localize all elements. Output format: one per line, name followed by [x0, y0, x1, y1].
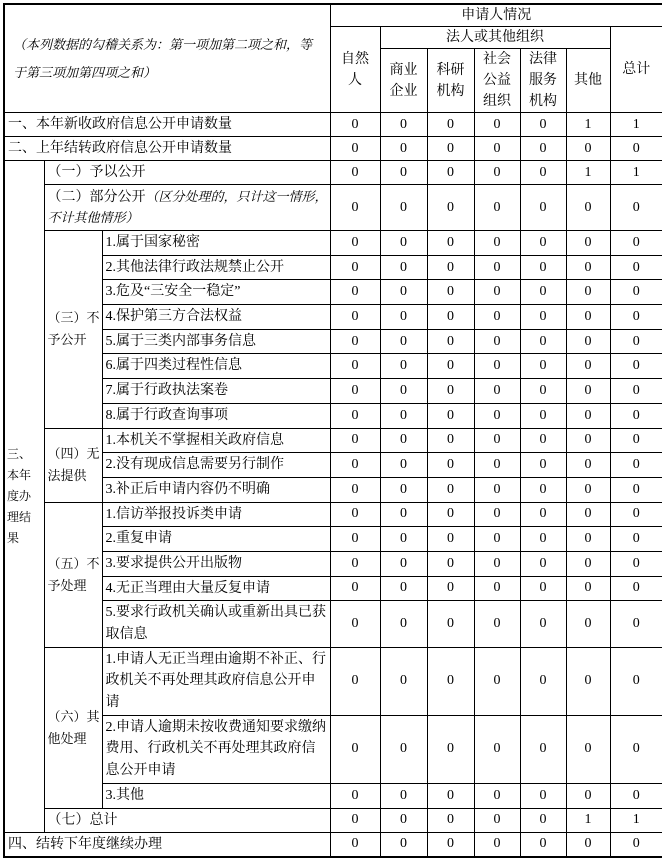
- value-cell: 0: [520, 477, 566, 502]
- value-cell: 0: [474, 305, 520, 330]
- value-cell: 0: [474, 502, 520, 527]
- partial-label-note: （区分处理的，只计这一情形，不计其他情形）: [47, 188, 328, 225]
- value-cell: 0: [427, 647, 474, 715]
- value-cell: 0: [520, 185, 566, 231]
- table-row: [4, 832, 662, 857]
- value-cell: 0: [427, 161, 474, 185]
- value-cell: 0: [520, 551, 566, 576]
- value-cell: 0: [610, 551, 662, 576]
- value-cell: 0: [330, 161, 380, 185]
- value-cell: 0: [566, 783, 610, 808]
- value-cell: 0: [380, 185, 427, 231]
- table-row: [4, 551, 662, 576]
- value-cell: 0: [474, 453, 520, 478]
- value-cell: 0: [427, 502, 474, 527]
- value-cell: 0: [610, 329, 662, 354]
- table-row: [4, 161, 662, 185]
- row-label-refuse-8: 8.属于行政查询事项: [102, 403, 330, 428]
- table-row: [4, 576, 662, 601]
- value-cell: 0: [427, 305, 474, 330]
- value-cell: 0: [380, 502, 427, 527]
- value-cell: 0: [610, 231, 662, 256]
- value-cell: 0: [380, 576, 427, 601]
- row-label-refuse-2: 2.其他法律行政法规禁止公开: [102, 255, 330, 280]
- value-cell: 0: [566, 453, 610, 478]
- value-cell: 0: [474, 231, 520, 256]
- value-cell: 0: [610, 428, 662, 453]
- value-cell: 0: [610, 403, 662, 428]
- table-row: [4, 428, 662, 453]
- value-cell: 0: [427, 185, 474, 231]
- row-label-carryover: 二、上年结转政府信息公开申请数量: [4, 137, 330, 161]
- table-row: [4, 255, 662, 280]
- value-cell: 0: [427, 453, 474, 478]
- value-cell: 0: [427, 280, 474, 305]
- value-cell: 0: [330, 527, 380, 552]
- value-cell: 0: [610, 453, 662, 478]
- value-cell: 0: [474, 379, 520, 404]
- value-cell: 0: [427, 231, 474, 256]
- value-cell: 0: [520, 783, 566, 808]
- value-cell: 0: [566, 502, 610, 527]
- value-cell: 0: [520, 403, 566, 428]
- header-row-1: [4, 4, 662, 27]
- value-cell: 0: [474, 477, 520, 502]
- value-cell: 0: [566, 601, 610, 647]
- value-cell: 1: [566, 808, 610, 832]
- value-cell: 0: [380, 280, 427, 305]
- value-cell: 0: [474, 647, 520, 715]
- value-cell: 0: [330, 137, 380, 161]
- value-cell: 0: [610, 137, 662, 161]
- row-label-refuse-7: 7.属于行政执法案卷: [102, 379, 330, 404]
- section-label-results: 三、本年度办理结果: [4, 161, 44, 833]
- table-row: [4, 403, 662, 428]
- value-cell: 0: [520, 161, 566, 185]
- value-cell: 0: [427, 403, 474, 428]
- value-cell: 0: [610, 576, 662, 601]
- subcol-header-social-welfare: 社会公益组织: [474, 49, 520, 113]
- value-cell: 0: [520, 601, 566, 647]
- value-cell: 0: [520, 527, 566, 552]
- value-cell: 0: [474, 185, 520, 231]
- value-cell: 0: [566, 280, 610, 305]
- row-label-other-1: 1.申请人无正当理由逾期不补正、行政机关不再处理其政府信息公开申请: [102, 647, 330, 715]
- value-cell: 0: [610, 185, 662, 231]
- table-row: [4, 647, 662, 715]
- value-cell: 0: [566, 576, 610, 601]
- table-row: [4, 329, 662, 354]
- table-row: [4, 231, 662, 256]
- row-label-next-year: 四、结转下年度继续办理: [4, 832, 330, 857]
- value-cell: 0: [330, 354, 380, 379]
- value-cell: 0: [330, 280, 380, 305]
- applicant-status-header: 申请人情况: [330, 4, 662, 27]
- value-cell: 0: [520, 113, 566, 137]
- value-cell: 0: [520, 832, 566, 857]
- value-cell: 0: [330, 329, 380, 354]
- value-cell: 0: [474, 808, 520, 832]
- value-cell: 0: [566, 231, 610, 256]
- value-cell: 0: [380, 527, 427, 552]
- value-cell: 0: [330, 502, 380, 527]
- value-cell: 0: [380, 403, 427, 428]
- value-cell: 0: [380, 329, 427, 354]
- table-row: [4, 185, 662, 231]
- subcol-header-legal-service: 法律服务机构: [520, 49, 566, 113]
- value-cell: 1: [610, 808, 662, 832]
- value-cell: 0: [520, 231, 566, 256]
- value-cell: 0: [330, 647, 380, 715]
- value-cell: 0: [474, 280, 520, 305]
- value-cell: 0: [330, 808, 380, 832]
- section-label-reject: （五）不予处理: [44, 502, 102, 647]
- value-cell: 0: [427, 551, 474, 576]
- value-cell: 0: [520, 329, 566, 354]
- row-label-new-requests: 一、本年新收政府信息公开申请数量: [4, 113, 330, 137]
- table-row: [4, 502, 662, 527]
- value-cell: 0: [427, 354, 474, 379]
- value-cell: 0: [474, 527, 520, 552]
- value-cell: 0: [427, 477, 474, 502]
- value-cell: 0: [474, 403, 520, 428]
- value-cell: 0: [330, 453, 380, 478]
- value-cell: 0: [427, 329, 474, 354]
- table-row: [4, 715, 662, 783]
- value-cell: 0: [566, 551, 610, 576]
- row-label-subtotal: （七）总计: [44, 808, 330, 832]
- value-cell: 0: [566, 354, 610, 379]
- value-cell: 0: [610, 354, 662, 379]
- value-cell: 0: [427, 255, 474, 280]
- value-cell: 0: [520, 502, 566, 527]
- row-label-unable-2: 2.没有现成信息需要另行制作: [102, 453, 330, 478]
- disclosure-requests-table: [3, 3, 662, 858]
- value-cell: 0: [520, 647, 566, 715]
- value-cell: 0: [427, 601, 474, 647]
- value-cell: 0: [474, 354, 520, 379]
- value-cell: 0: [427, 808, 474, 832]
- value-cell: 0: [380, 808, 427, 832]
- table-row: [4, 137, 662, 161]
- value-cell: 0: [520, 354, 566, 379]
- value-cell: 0: [610, 305, 662, 330]
- value-cell: 0: [566, 832, 610, 857]
- partial-label-main: （二）部分公开: [47, 189, 146, 205]
- value-cell: 0: [380, 601, 427, 647]
- row-label-reject-2: 2.重复申请: [102, 527, 330, 552]
- value-cell: 0: [330, 113, 380, 137]
- value-cell: 0: [520, 379, 566, 404]
- value-cell: 0: [380, 255, 427, 280]
- value-cell: 0: [610, 647, 662, 715]
- value-cell: 0: [520, 137, 566, 161]
- value-cell: 0: [427, 379, 474, 404]
- value-cell: 0: [380, 715, 427, 783]
- row-label-reject-5: 5.要求行政机关确认或重新出具已获取信息: [102, 601, 330, 647]
- section-label-other: （六）其他处理: [44, 647, 102, 808]
- value-cell: 0: [380, 453, 427, 478]
- value-cell: 0: [566, 428, 610, 453]
- value-cell: 0: [610, 783, 662, 808]
- value-cell: 0: [330, 783, 380, 808]
- row-label-refuse-4: 4.保护第三方合法权益: [102, 305, 330, 330]
- value-cell: 0: [566, 379, 610, 404]
- value-cell: 0: [427, 527, 474, 552]
- value-cell: 0: [380, 354, 427, 379]
- value-cell: 0: [330, 477, 380, 502]
- table-row: [4, 354, 662, 379]
- total-header: 总计: [610, 27, 662, 113]
- row-label-reject-1: 1.信访举报投诉类申请: [102, 502, 330, 527]
- value-cell: 0: [330, 231, 380, 256]
- value-cell: 0: [474, 329, 520, 354]
- value-cell: 0: [330, 255, 380, 280]
- row-label-other-2: 2.申请人逾期未按收费通知要求缴纳费用、行政机关不再处理其政府信息公开申请: [102, 715, 330, 783]
- value-cell: 0: [520, 305, 566, 330]
- value-cell: 0: [380, 379, 427, 404]
- legal-org-group-header: 法人或其他组织: [380, 27, 610, 49]
- table-row: [4, 305, 662, 330]
- row-label-reject-4: 4.无正当理由大量反复申请: [102, 576, 330, 601]
- value-cell: 0: [380, 551, 427, 576]
- value-cell: 0: [380, 428, 427, 453]
- value-cell: 0: [380, 477, 427, 502]
- value-cell: 0: [330, 379, 380, 404]
- value-cell: 0: [330, 576, 380, 601]
- value-cell: 0: [566, 305, 610, 330]
- value-cell: 0: [474, 551, 520, 576]
- value-cell: 0: [520, 280, 566, 305]
- row-label-refuse-3: 3.危及“三安全一稳定”: [102, 280, 330, 305]
- section-label-unable: （四）无法提供: [44, 428, 102, 502]
- value-cell: 0: [566, 185, 610, 231]
- cross-check-note: （本列数据的勾稽关系为：第一项加第二项之和，等于第三项加第四项之和）: [4, 4, 330, 113]
- table-row: [4, 477, 662, 502]
- value-cell: 0: [330, 715, 380, 783]
- value-cell: 0: [566, 477, 610, 502]
- row-label-unable-3: 3.补正后申请内容仍不明确: [102, 477, 330, 502]
- value-cell: 0: [380, 647, 427, 715]
- value-cell: 0: [427, 832, 474, 857]
- value-cell: 0: [566, 403, 610, 428]
- value-cell: 0: [330, 428, 380, 453]
- table-row: [4, 379, 662, 404]
- row-label-unable-1: 1.本机关不掌握相关政府信息: [102, 428, 330, 453]
- row-label-refuse-1: 1.属于国家秘密: [102, 231, 330, 256]
- value-cell: 0: [427, 137, 474, 161]
- value-cell: 0: [566, 527, 610, 552]
- value-cell: 0: [427, 576, 474, 601]
- value-cell: 0: [610, 280, 662, 305]
- value-cell: 0: [427, 113, 474, 137]
- value-cell: 1: [610, 113, 662, 137]
- value-cell: 0: [610, 527, 662, 552]
- value-cell: 0: [330, 185, 380, 231]
- value-cell: 0: [520, 255, 566, 280]
- value-cell: 0: [566, 255, 610, 280]
- value-cell: 0: [610, 477, 662, 502]
- value-cell: 0: [380, 832, 427, 857]
- row-label-other-3: 3.其他: [102, 783, 330, 808]
- value-cell: 0: [520, 453, 566, 478]
- value-cell: 0: [520, 576, 566, 601]
- value-cell: 0: [380, 161, 427, 185]
- value-cell: 0: [427, 428, 474, 453]
- value-cell: 0: [330, 832, 380, 857]
- natural-person-header: 自然人: [330, 27, 380, 113]
- value-cell: 0: [474, 715, 520, 783]
- value-cell: 0: [474, 137, 520, 161]
- value-cell: 0: [474, 428, 520, 453]
- value-cell: 0: [330, 601, 380, 647]
- row-label-granted: （一）予以公开: [44, 161, 330, 185]
- value-cell: 1: [566, 113, 610, 137]
- value-cell: 0: [474, 255, 520, 280]
- value-cell: 0: [427, 715, 474, 783]
- table-row: [4, 527, 662, 552]
- value-cell: 0: [610, 832, 662, 857]
- value-cell: 1: [610, 161, 662, 185]
- table-row: [4, 280, 662, 305]
- table-row: [4, 453, 662, 478]
- value-cell: 0: [566, 137, 610, 161]
- value-cell: 0: [474, 161, 520, 185]
- table-row: [4, 113, 662, 137]
- value-cell: 0: [474, 783, 520, 808]
- value-cell: 0: [380, 783, 427, 808]
- value-cell: 0: [427, 783, 474, 808]
- value-cell: 0: [520, 428, 566, 453]
- row-label-refuse-5: 5.属于三类内部事务信息: [102, 329, 330, 354]
- value-cell: 0: [566, 715, 610, 783]
- value-cell: 0: [474, 576, 520, 601]
- subcol-header-research: 科研机构: [427, 49, 474, 113]
- value-cell: 0: [380, 113, 427, 137]
- value-cell: 0: [566, 647, 610, 715]
- value-cell: 0: [380, 137, 427, 161]
- value-cell: 0: [330, 551, 380, 576]
- value-cell: 0: [610, 502, 662, 527]
- value-cell: 0: [610, 715, 662, 783]
- section-label-refuse: （三）不予公开: [44, 231, 102, 429]
- subcol-header-commercial: 商业企业: [380, 49, 427, 113]
- value-cell: 0: [566, 329, 610, 354]
- value-cell: 0: [474, 113, 520, 137]
- value-cell: 0: [330, 403, 380, 428]
- subcol-header-other: 其他: [566, 49, 610, 113]
- value-cell: 0: [520, 808, 566, 832]
- table-row: [4, 783, 662, 808]
- table-row: [4, 601, 662, 647]
- value-cell: 0: [380, 231, 427, 256]
- value-cell: 1: [566, 161, 610, 185]
- value-cell: 0: [380, 305, 427, 330]
- value-cell: 0: [330, 305, 380, 330]
- value-cell: 0: [610, 379, 662, 404]
- value-cell: 0: [520, 715, 566, 783]
- value-cell: 0: [610, 601, 662, 647]
- row-label-partial: [44, 185, 330, 231]
- row-label-refuse-6: 6.属于四类过程性信息: [102, 354, 330, 379]
- value-cell: 0: [610, 255, 662, 280]
- row-label-reject-3: 3.要求提供公开出版物: [102, 551, 330, 576]
- value-cell: 0: [474, 601, 520, 647]
- table-row: [4, 808, 662, 832]
- value-cell: 0: [474, 832, 520, 857]
